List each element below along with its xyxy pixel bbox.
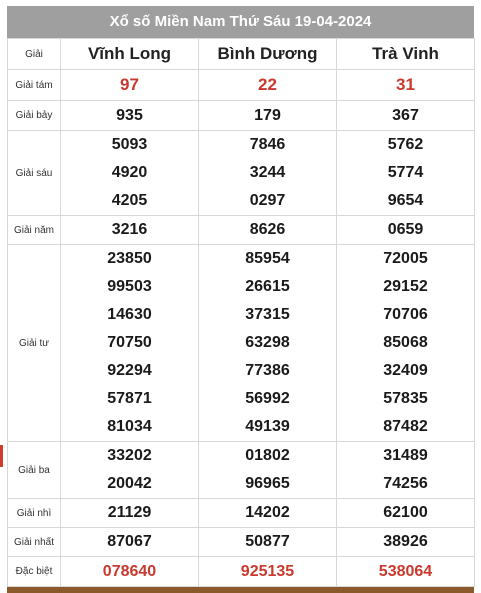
prize-cell	[61, 442, 199, 499]
prize-row-2	[8, 499, 475, 528]
prize-number: 57871	[107, 390, 152, 407]
prize-cell	[337, 131, 475, 216]
prize-cell	[199, 557, 337, 587]
prize-label: Giải tư	[8, 245, 61, 442]
prize-label: Giải nhất	[8, 528, 61, 557]
prize-number: 72005	[383, 250, 428, 267]
prize-cell	[337, 528, 475, 557]
prize-cell	[199, 131, 337, 216]
prize-number: 81034	[107, 418, 152, 435]
prize-number: 367	[392, 106, 419, 124]
prize-number: 87067	[107, 533, 152, 550]
prize-number: 31	[396, 75, 415, 94]
prize-cell	[337, 216, 475, 245]
prize-number: 70706	[383, 306, 428, 323]
prize-number: 5774	[387, 164, 424, 181]
prize-cell	[337, 245, 475, 442]
results-table	[7, 38, 475, 587]
header-row	[8, 39, 475, 70]
prize-number: 7846	[249, 136, 286, 153]
prize-number: 925135	[240, 562, 295, 580]
prize-number: 078640	[102, 562, 157, 580]
prize-label: Đặc biệt	[8, 557, 61, 587]
prize-number: 77386	[245, 362, 290, 379]
prize-number: 97	[120, 75, 139, 94]
prize-number: 63298	[245, 334, 290, 351]
prize-cell	[61, 499, 199, 528]
prize-cell	[337, 442, 475, 499]
prize-cell	[61, 557, 199, 587]
prize-cell	[199, 216, 337, 245]
prize-number: 74256	[383, 475, 428, 492]
prize-number: 0297	[249, 192, 286, 209]
prize-number: 92294	[107, 362, 152, 379]
prize-number: 9654	[387, 192, 424, 209]
prize-label: Giải ba	[8, 442, 61, 499]
prize-label: Giải năm	[8, 216, 61, 245]
prize-number: 20042	[107, 475, 152, 492]
prize-cell	[61, 101, 199, 131]
prize-number: 85068	[383, 334, 428, 351]
prize-number: 38926	[383, 533, 428, 550]
prize-row-6	[8, 131, 475, 216]
prize-label: Giải bảy	[8, 101, 61, 131]
province-header-binh-duong: Bình Dương	[199, 39, 337, 70]
prize-cell	[61, 216, 199, 245]
prize-cell	[199, 101, 337, 131]
prize-cell	[61, 131, 199, 216]
prize-label: Giải nhì	[8, 499, 61, 528]
prize-number: 5762	[387, 136, 424, 153]
prize-number: 57835	[383, 390, 428, 407]
prize-cell	[61, 70, 199, 101]
prize-cell	[337, 101, 475, 131]
prize-number: 29152	[383, 278, 428, 295]
prize-number: 4920	[111, 164, 148, 181]
prize-number: 8626	[249, 221, 286, 238]
prize-number: 85954	[245, 250, 290, 267]
prize-number: 32409	[383, 362, 428, 379]
prize-number: 31489	[383, 447, 428, 464]
prize-number: 14202	[245, 504, 290, 521]
side-marker	[0, 445, 3, 467]
prize-cell	[337, 70, 475, 101]
prize-number: 22	[258, 75, 277, 94]
prize-cell	[61, 245, 199, 442]
prize-number: 179	[254, 106, 281, 124]
prize-number: 87482	[383, 418, 428, 435]
province-header-vinh-long: Vĩnh Long	[61, 39, 199, 70]
prize-cell	[199, 528, 337, 557]
prize-number: 62100	[383, 504, 428, 521]
prize-cell	[199, 245, 337, 442]
prize-cell	[61, 528, 199, 557]
prize-cell	[199, 70, 337, 101]
prize-number: 4205	[111, 192, 148, 209]
prize-row-8	[8, 70, 475, 101]
prize-row-3	[8, 442, 475, 499]
results-container	[7, 6, 474, 593]
prize-number: 3244	[249, 164, 286, 181]
prize-row-7	[8, 101, 475, 131]
results-title: Xổ số Miền Nam Thứ Sáu 19-04-2024	[7, 6, 474, 38]
prize-number: 49139	[245, 418, 290, 435]
prize-number: 70750	[107, 334, 152, 351]
prize-number: 99503	[107, 278, 152, 295]
prize-number: 33202	[107, 447, 152, 464]
prize-label: Giải tám	[8, 70, 61, 101]
prize-label: Giải sáu	[8, 131, 61, 216]
prize-number: 3216	[111, 221, 148, 238]
prize-number: 538064	[378, 562, 433, 580]
prize-cell	[337, 499, 475, 528]
prize-row-5	[8, 216, 475, 245]
prize-number: 26615	[245, 278, 290, 295]
prize-number: 0659	[387, 221, 424, 238]
prize-number: 96965	[245, 475, 290, 492]
prize-column-header: Giải	[8, 39, 61, 70]
prize-row-4	[8, 245, 475, 442]
prize-number: 23850	[107, 250, 152, 267]
prize-number: 21129	[107, 504, 152, 521]
prize-cell	[337, 557, 475, 587]
prize-number: 50877	[245, 533, 290, 550]
prize-number: 56992	[245, 390, 290, 407]
prize-number: 01802	[245, 447, 290, 464]
prize-row-special	[8, 557, 475, 587]
prize-number: 37315	[245, 306, 290, 323]
prize-cell	[199, 499, 337, 528]
prize-number: 5093	[111, 136, 148, 153]
province-header-tra-vinh: Trà Vinh	[337, 39, 475, 70]
prize-number: 935	[116, 106, 143, 124]
prize-cell	[199, 442, 337, 499]
prize-row-1	[8, 528, 475, 557]
prize-number: 14630	[107, 306, 152, 323]
